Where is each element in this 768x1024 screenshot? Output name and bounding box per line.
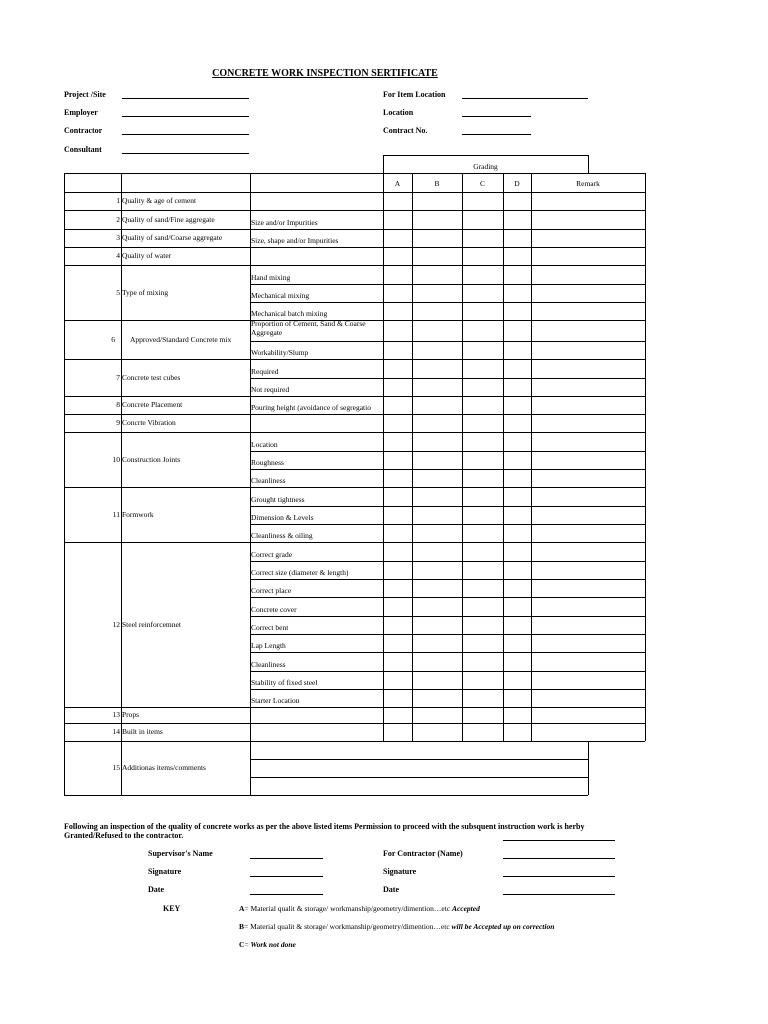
grade-column-a: A bbox=[394, 179, 401, 188]
permission-line[interactable] bbox=[503, 840, 615, 841]
signoff-label-signature: Signature bbox=[383, 867, 417, 876]
sub-item-label: Starter Location bbox=[251, 696, 300, 705]
sub-item-label: Dimension & Levels bbox=[251, 513, 314, 522]
grade-cell-c[interactable] bbox=[463, 672, 502, 688]
signoff-input-line[interactable] bbox=[250, 876, 323, 877]
table-column-border bbox=[64, 741, 65, 795]
signoff-label-date: Date bbox=[148, 885, 164, 894]
table-right-border bbox=[645, 173, 646, 741]
grade-cell-b[interactable] bbox=[413, 562, 461, 578]
grade-cell-d[interactable] bbox=[504, 488, 530, 505]
item-number: 12 bbox=[112, 619, 120, 629]
grade-cell-d[interactable] bbox=[504, 452, 530, 468]
remark-cell[interactable] bbox=[532, 303, 644, 319]
signoff-label-signature: Signature bbox=[148, 867, 182, 876]
item-name: Steel reinforcemnet bbox=[122, 619, 181, 629]
grade-cell-b[interactable] bbox=[413, 525, 461, 541]
sub-item-label: Not required bbox=[251, 385, 290, 394]
remark-cell[interactable] bbox=[532, 342, 644, 358]
item-name: Quality of water bbox=[122, 251, 172, 260]
grade-cell-a[interactable] bbox=[384, 433, 411, 450]
sub-item-label: Correct size (diameter & length) bbox=[251, 568, 349, 577]
item-number: 8 bbox=[116, 400, 120, 409]
grade-cell-d[interactable] bbox=[504, 580, 530, 596]
item-name: Concrte Vibration bbox=[122, 418, 176, 427]
grade-cell-a[interactable] bbox=[384, 415, 411, 431]
remark-cell[interactable] bbox=[532, 617, 644, 633]
signoff-input-line[interactable] bbox=[250, 858, 323, 859]
header-label-project-site: Project /Site bbox=[64, 90, 106, 99]
remark-cell[interactable] bbox=[532, 488, 644, 505]
item-number: 13 bbox=[112, 710, 120, 719]
grade-cell-a[interactable] bbox=[384, 507, 411, 523]
grade-cell-c[interactable] bbox=[463, 303, 502, 319]
grade-cell-d[interactable] bbox=[504, 266, 530, 283]
header-label-employer: Employer bbox=[64, 108, 98, 117]
remark-cell[interactable] bbox=[532, 285, 644, 301]
header-input-line[interactable] bbox=[122, 98, 249, 99]
item-number: 3 bbox=[116, 233, 120, 242]
grade-cell-d[interactable] bbox=[504, 230, 530, 246]
remark-cell[interactable] bbox=[532, 635, 644, 651]
key-row-c bbox=[239, 940, 296, 949]
item-name: Construction Joints bbox=[122, 454, 181, 464]
grade-cell-c[interactable] bbox=[463, 285, 502, 301]
grade-cell-c[interactable] bbox=[463, 562, 502, 578]
grade-cell-c[interactable] bbox=[463, 653, 502, 670]
grade-cell-a[interactable] bbox=[384, 580, 411, 596]
key-letter: C bbox=[239, 940, 245, 949]
grade-cell-d[interactable] bbox=[504, 397, 530, 413]
grade-cell-c[interactable] bbox=[463, 321, 502, 340]
grade-cell-a[interactable] bbox=[384, 635, 411, 651]
grade-cell-b[interactable] bbox=[413, 248, 461, 264]
grading-header-right-border bbox=[588, 155, 589, 173]
grade-cell-a[interactable] bbox=[384, 690, 411, 706]
grade-cell-b[interactable] bbox=[413, 635, 461, 651]
sub-item-label: Proportion of Cement, Sand & Coarse Aggregate bbox=[251, 319, 366, 337]
item-name: Additionas items/comments bbox=[122, 763, 206, 772]
permission-statement: Following an inspection of the quality of concrete works as per the above listed items Permission to proceed with the subsquent instruction work is herby Granted/Refused to the contractor. bbox=[64, 822, 585, 840]
header-label-for-item-location: For Item Location bbox=[383, 90, 446, 99]
grade-cell-b[interactable] bbox=[413, 360, 461, 377]
sub-item-label: Mechanical batch mixing bbox=[251, 309, 328, 318]
grade-cell-a[interactable] bbox=[384, 598, 411, 615]
sub-item-label: Grought tightness bbox=[251, 495, 305, 504]
grade-cell-d[interactable] bbox=[504, 470, 530, 486]
sub-item-label: Size, shape and/or Impurities bbox=[251, 236, 339, 245]
remark-cell[interactable] bbox=[532, 433, 644, 450]
grading-header-top-border bbox=[383, 155, 588, 156]
grade-cell-c[interactable] bbox=[463, 617, 502, 633]
grade-cell-c[interactable] bbox=[463, 708, 502, 722]
grade-cell-a[interactable] bbox=[384, 342, 411, 358]
signoff-label-for-contractor-name: For Contractor (Name) bbox=[383, 849, 463, 858]
sub-item-label: Pouring height (avoidance of segregatio bbox=[251, 403, 371, 412]
grade-cell-a[interactable] bbox=[384, 360, 411, 377]
table-column-border bbox=[64, 173, 65, 741]
grade-cell-d[interactable] bbox=[504, 303, 530, 319]
grade-cell-b[interactable] bbox=[413, 379, 461, 395]
item-name: Quality & age of cement bbox=[122, 196, 197, 205]
grade-cell-b[interactable] bbox=[413, 266, 461, 283]
grade-cell-c[interactable] bbox=[463, 360, 502, 377]
grade-cell-d[interactable] bbox=[504, 708, 530, 722]
grade-cell-d[interactable] bbox=[504, 379, 530, 395]
grade-cell-d[interactable] bbox=[504, 248, 530, 264]
grade-cell-a[interactable] bbox=[384, 672, 411, 688]
sub-item-label: Roughness bbox=[251, 458, 284, 467]
grade-cell-a[interactable] bbox=[384, 321, 411, 340]
grade-column-d: D bbox=[514, 179, 520, 188]
sub-item-label: Hand mixing bbox=[251, 273, 291, 282]
remark-cell[interactable] bbox=[532, 248, 644, 264]
grade-cell-d[interactable] bbox=[504, 433, 530, 450]
grading-header-title: Grading bbox=[473, 162, 498, 171]
remark-cell[interactable] bbox=[532, 379, 644, 395]
item-number: 4 bbox=[116, 251, 120, 260]
signoff-input-line[interactable] bbox=[503, 858, 615, 859]
grade-cell-b[interactable] bbox=[413, 598, 461, 615]
sub-item-label: Workability/Slump bbox=[251, 348, 309, 357]
grade-cell-b[interactable] bbox=[413, 433, 461, 450]
grade-cell-d[interactable] bbox=[504, 653, 530, 670]
table-row-border bbox=[64, 741, 645, 742]
remark-cell[interactable] bbox=[532, 211, 644, 228]
key-row-a bbox=[239, 904, 480, 913]
item-number: 1 bbox=[116, 196, 120, 205]
sub-item-label: Correct place bbox=[251, 586, 292, 595]
grade-cell-b[interactable] bbox=[413, 211, 461, 228]
grade-cell-d[interactable] bbox=[504, 690, 530, 706]
header-input-line[interactable] bbox=[462, 116, 531, 117]
grade-cell-c[interactable] bbox=[463, 342, 502, 358]
item-name: Built in items bbox=[122, 727, 163, 736]
key-status: Accepted bbox=[451, 904, 480, 913]
sub-item-label: Cleanliness bbox=[251, 660, 286, 669]
grade-cell-c[interactable] bbox=[463, 525, 502, 541]
comment-line[interactable] bbox=[250, 759, 588, 760]
sub-item-label: Stability of fixed steel bbox=[251, 678, 318, 687]
remark-cell[interactable] bbox=[532, 653, 644, 670]
grade-cell-a[interactable] bbox=[384, 525, 411, 541]
item-name: Props bbox=[122, 710, 140, 719]
grade-cell-b[interactable] bbox=[413, 470, 461, 486]
item-number: 2 bbox=[116, 214, 120, 224]
grade-cell-b[interactable] bbox=[413, 543, 461, 560]
remark-cell[interactable] bbox=[532, 230, 644, 246]
grade-cell-a[interactable] bbox=[384, 230, 411, 246]
grade-cell-c[interactable] bbox=[463, 470, 502, 486]
remark-cell[interactable] bbox=[532, 543, 644, 560]
header-label-location: Location bbox=[383, 108, 414, 117]
sub-item-label: Concrete cover bbox=[251, 605, 297, 614]
grade-cell-c[interactable] bbox=[463, 598, 502, 615]
item-name: Concrete Placement bbox=[122, 400, 183, 409]
grade-cell-b[interactable] bbox=[413, 690, 461, 706]
item-number: 9 bbox=[116, 418, 120, 427]
grade-cell-a[interactable] bbox=[384, 562, 411, 578]
remark-cell[interactable] bbox=[532, 321, 644, 340]
remark-cell[interactable] bbox=[532, 415, 644, 431]
item-name: Concrete test cubes bbox=[122, 372, 181, 382]
grade-cell-b[interactable] bbox=[413, 230, 461, 246]
grade-cell-c[interactable] bbox=[463, 397, 502, 413]
grade-cell-b[interactable] bbox=[413, 708, 461, 722]
grade-cell-b[interactable] bbox=[413, 488, 461, 505]
header-label-contractor: Contractor bbox=[64, 126, 103, 135]
grade-cell-c[interactable] bbox=[463, 543, 502, 560]
key-status: will be Accepted up on correction bbox=[451, 922, 555, 931]
item-number: 14 bbox=[112, 727, 120, 736]
grade-cell-c[interactable] bbox=[463, 690, 502, 706]
signoff-input-line[interactable] bbox=[503, 876, 615, 877]
grade-cell-a[interactable] bbox=[384, 724, 411, 740]
grade-cell-d[interactable] bbox=[504, 598, 530, 615]
grade-cell-a[interactable] bbox=[384, 617, 411, 633]
grade-cell-d[interactable] bbox=[504, 342, 530, 358]
grade-cell-b[interactable] bbox=[413, 397, 461, 413]
grade-cell-a[interactable] bbox=[384, 708, 411, 722]
remark-column-header: Remark bbox=[576, 179, 600, 188]
item-number: 10 bbox=[112, 454, 120, 464]
table-column-border bbox=[250, 173, 251, 741]
sub-item-label: Lap Length bbox=[251, 641, 286, 650]
grade-cell-c[interactable] bbox=[463, 248, 502, 264]
sub-item-label: Mechanical mixing bbox=[251, 291, 310, 300]
grade-cell-a[interactable] bbox=[384, 543, 411, 560]
grade-cell-d[interactable] bbox=[504, 321, 530, 340]
item-name: Quality of sand/Fine aggregate bbox=[122, 214, 215, 224]
remark-cell[interactable] bbox=[532, 562, 644, 578]
grade-cell-b[interactable] bbox=[413, 193, 461, 209]
grade-cell-b[interactable] bbox=[413, 672, 461, 688]
grade-cell-c[interactable] bbox=[463, 580, 502, 596]
grade-cell-d[interactable] bbox=[504, 211, 530, 228]
sub-item-label: Cleanliness & oiling bbox=[251, 531, 313, 540]
signoff-label-supervisor-s-name: Supervisor's Name bbox=[148, 849, 213, 858]
comment-line[interactable] bbox=[250, 777, 588, 778]
signoff-input-line[interactable] bbox=[250, 894, 323, 895]
remark-cell[interactable] bbox=[532, 690, 644, 706]
grade-cell-d[interactable] bbox=[504, 635, 530, 651]
grade-cell-c[interactable] bbox=[463, 266, 502, 283]
grade-column-c: C bbox=[479, 179, 485, 188]
remark-cell[interactable] bbox=[532, 470, 644, 486]
grade-cell-b[interactable] bbox=[413, 285, 461, 301]
remark-cell[interactable] bbox=[532, 580, 644, 596]
key-description: = Material qualit & storage/ workmanship/geometry/dimention…etc bbox=[244, 922, 452, 931]
grade-cell-b[interactable] bbox=[413, 342, 461, 358]
sub-item-label: Cleanliness bbox=[251, 476, 286, 485]
grade-cell-c[interactable] bbox=[463, 724, 502, 740]
grade-cell-c[interactable] bbox=[463, 230, 502, 246]
grade-cell-d[interactable] bbox=[504, 672, 530, 688]
grade-cell-c[interactable] bbox=[463, 635, 502, 651]
grade-cell-c[interactable] bbox=[463, 193, 502, 209]
grade-cell-d[interactable] bbox=[504, 724, 530, 740]
grade-cell-a[interactable] bbox=[384, 488, 411, 505]
sub-item-label: Correct bent bbox=[251, 623, 289, 632]
grade-cell-a[interactable] bbox=[384, 452, 411, 468]
grade-cell-a[interactable] bbox=[384, 193, 411, 209]
header-label-consultant: Consultant bbox=[64, 145, 102, 154]
grade-cell-c[interactable] bbox=[463, 379, 502, 395]
table-column-border bbox=[250, 741, 251, 795]
grade-cell-d[interactable] bbox=[504, 360, 530, 377]
grade-cell-c[interactable] bbox=[463, 211, 502, 228]
signoff-label-date: Date bbox=[383, 885, 399, 894]
grade-cell-a[interactable] bbox=[384, 470, 411, 486]
table-bottom-border bbox=[64, 795, 588, 796]
table-row-border bbox=[64, 173, 645, 174]
signoff-input-line[interactable] bbox=[503, 894, 615, 895]
header-input-line[interactable] bbox=[122, 134, 249, 135]
grade-cell-b[interactable] bbox=[413, 303, 461, 319]
grade-cell-a[interactable] bbox=[384, 211, 411, 228]
grade-cell-a[interactable] bbox=[384, 248, 411, 264]
grade-cell-b[interactable] bbox=[413, 415, 461, 431]
grade-cell-a[interactable] bbox=[384, 397, 411, 413]
table-right-border bbox=[588, 741, 589, 795]
header-input-line[interactable] bbox=[462, 98, 588, 99]
remark-cell[interactable] bbox=[532, 360, 644, 377]
grade-column-b: B bbox=[434, 179, 440, 188]
remark-cell[interactable] bbox=[532, 724, 644, 740]
item-name: Formwork bbox=[122, 509, 154, 519]
item-number: 11 bbox=[112, 509, 120, 519]
grade-cell-a[interactable] bbox=[384, 379, 411, 395]
item-name: Type of mixing bbox=[122, 287, 169, 297]
header-input-line[interactable] bbox=[122, 116, 249, 117]
sub-item-label: Size and/or Impurities bbox=[251, 218, 318, 227]
key-row-b bbox=[239, 922, 554, 931]
sub-item-label: Location bbox=[251, 440, 278, 449]
grade-cell-d[interactable] bbox=[504, 562, 530, 578]
remark-cell[interactable] bbox=[532, 708, 644, 722]
grade-cell-c[interactable] bbox=[463, 488, 502, 505]
grade-cell-d[interactable] bbox=[504, 285, 530, 301]
header-input-line[interactable] bbox=[122, 153, 249, 154]
grade-cell-b[interactable] bbox=[413, 580, 461, 596]
grade-cell-b[interactable] bbox=[413, 507, 461, 523]
grade-cell-d[interactable] bbox=[504, 193, 530, 209]
grade-cell-a[interactable] bbox=[384, 303, 411, 319]
grade-cell-b[interactable] bbox=[413, 724, 461, 740]
header-input-line[interactable] bbox=[462, 134, 531, 135]
remark-cell[interactable] bbox=[532, 672, 644, 688]
grade-cell-a[interactable] bbox=[384, 266, 411, 283]
item-name: Approved/Standard Concrete mix bbox=[130, 334, 232, 344]
grade-cell-b[interactable] bbox=[413, 452, 461, 468]
remark-cell[interactable] bbox=[532, 598, 644, 615]
remark-cell[interactable] bbox=[532, 525, 644, 541]
remark-cell[interactable] bbox=[532, 452, 644, 468]
key-description: = bbox=[244, 940, 251, 949]
remark-cell[interactable] bbox=[532, 507, 644, 523]
key-description: = Material qualit & storage/ workmanship/geometry/dimention…etc bbox=[244, 904, 452, 913]
key-letter: B bbox=[239, 922, 245, 931]
grade-cell-c[interactable] bbox=[463, 507, 502, 523]
item-name: Quality of sand/Coarse aggregate bbox=[122, 233, 223, 242]
grade-cell-c[interactable] bbox=[463, 433, 502, 450]
grade-cell-d[interactable] bbox=[504, 543, 530, 560]
header-label-contract-no: Contract No. bbox=[383, 126, 428, 135]
key-label: KEY bbox=[163, 904, 181, 913]
grade-cell-a[interactable] bbox=[384, 285, 411, 301]
grade-cell-b[interactable] bbox=[413, 653, 461, 670]
key-status: Work not done bbox=[250, 940, 296, 949]
item-number: 5 bbox=[116, 287, 120, 297]
item-number: 15 bbox=[112, 763, 120, 772]
grade-cell-d[interactable] bbox=[504, 415, 530, 431]
key-letter: A bbox=[239, 904, 245, 913]
sub-item-label: Required bbox=[251, 367, 279, 376]
grade-cell-d[interactable] bbox=[504, 617, 530, 633]
grade-cell-b[interactable] bbox=[413, 617, 461, 633]
document-title: CONCRETE WORK INSPECTION SERTIFICATE bbox=[212, 68, 438, 79]
item-number: 6 bbox=[111, 334, 115, 344]
grade-cell-a[interactable] bbox=[384, 653, 411, 670]
remark-cell[interactable] bbox=[532, 266, 644, 283]
grade-cell-d[interactable] bbox=[504, 525, 530, 541]
remark-cell[interactable] bbox=[532, 193, 644, 209]
grade-cell-c[interactable] bbox=[463, 415, 502, 431]
grade-cell-b[interactable] bbox=[413, 321, 461, 340]
item-number: 7 bbox=[116, 372, 120, 382]
grade-cell-d[interactable] bbox=[504, 507, 530, 523]
grade-cell-c[interactable] bbox=[463, 452, 502, 468]
remark-cell[interactable] bbox=[532, 397, 644, 413]
sub-item-label: Correct grade bbox=[251, 550, 293, 559]
